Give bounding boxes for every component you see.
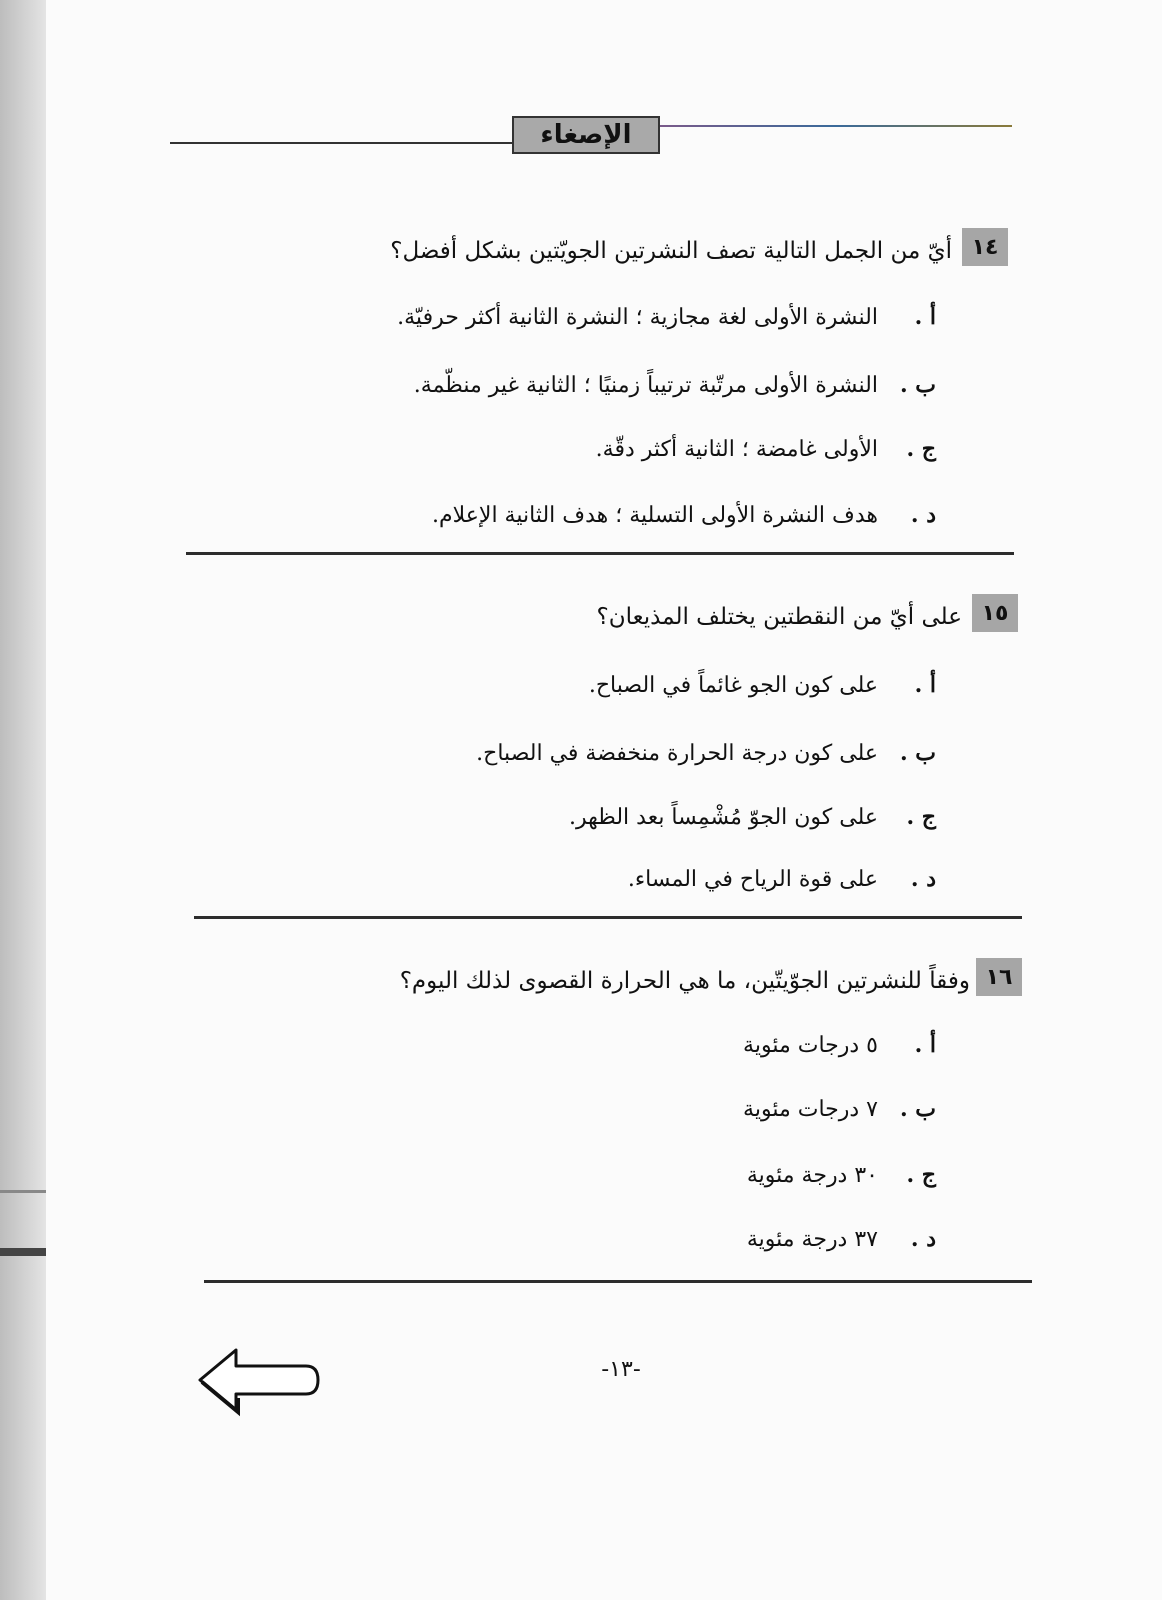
question-text: على أيّ من النقطتين يختلف المذيعان؟	[596, 604, 962, 630]
answer-option[interactable]	[432, 502, 936, 528]
option-text: ٥ درجات مئوية	[743, 1033, 878, 1058]
page-number: -١٣-	[601, 1357, 641, 1382]
option-letter: د .	[910, 866, 936, 892]
answer-option[interactable]	[747, 1162, 936, 1188]
answer-option[interactable]	[743, 1096, 936, 1122]
left-arrow-icon[interactable]	[192, 1342, 322, 1420]
worksheet-page	[46, 0, 1162, 1600]
question-number: ١٥	[972, 594, 1018, 632]
option-text: الأولى غامضة ؛ الثانية أكثر دقّة.	[595, 437, 878, 462]
divider	[204, 1280, 1032, 1283]
option-letter: د .	[910, 502, 936, 528]
question-number: ١٦	[976, 958, 1022, 996]
answer-option[interactable]	[747, 1226, 936, 1252]
option-letter: ب .	[899, 1096, 936, 1122]
option-letter: أ .	[914, 304, 936, 330]
answer-option[interactable]	[397, 304, 936, 330]
header-rule-right	[660, 125, 1012, 127]
option-letter: ب .	[899, 740, 936, 766]
option-text: النشرة الأولى لغة مجازية ؛ النشرة الثانية أكثر حرفيّة.	[397, 305, 878, 330]
question-text: وفقاً للنشرتين الجوّيتّين، ما هي الحرارة القصوى لذلك اليوم؟	[399, 968, 970, 994]
question-number: ١٤	[962, 228, 1008, 266]
option-letter: أ .	[914, 672, 936, 698]
option-letter: ب .	[899, 372, 936, 398]
scan-edge	[0, 0, 46, 1600]
option-text: على كون الجو غائماً في الصباح.	[588, 673, 878, 698]
option-text: النشرة الأولى مرتّبة ترتيباً زمنيًا ؛ الثانية غير منظّمة.	[413, 373, 878, 398]
option-text: ٧ درجات مئوية	[743, 1097, 878, 1122]
answer-option[interactable]	[476, 740, 936, 766]
option-text: ٣٠ درجة مئوية	[746, 1163, 878, 1188]
answer-option[interactable]	[596, 436, 936, 462]
answer-option[interactable]	[569, 804, 936, 830]
answer-option[interactable]	[414, 372, 936, 398]
answer-option[interactable]	[743, 1032, 936, 1058]
option-text: على كون درجة الحرارة منخفضة في الصباح.	[476, 741, 878, 766]
option-letter: ج .	[906, 1162, 936, 1188]
answer-option[interactable]	[628, 866, 936, 892]
option-text: على كون الجوّ مُشْمِساً بعد الظهر.	[569, 805, 878, 830]
option-letter: ج .	[906, 436, 936, 462]
scan-edge-line	[0, 1190, 46, 1193]
option-text: ٣٧ درجة مئوية	[746, 1227, 878, 1252]
answer-option[interactable]	[589, 672, 936, 698]
question-text: أيّ من الجمل التالية تصف النشرتين الجويّتين بشكل أفضل؟	[390, 238, 952, 264]
option-letter: ج .	[906, 804, 936, 830]
header-rule-left	[170, 142, 512, 144]
divider	[186, 552, 1014, 555]
option-text: هدف النشرة الأولى التسلية ؛ هدف الثانية الإعلام.	[432, 503, 878, 528]
option-letter: د .	[910, 1226, 936, 1252]
divider	[194, 916, 1022, 919]
option-letter: أ .	[914, 1032, 936, 1058]
scan-edge-mark	[0, 1248, 46, 1256]
option-text: على قوة الرياح في المساء.	[627, 867, 878, 892]
section-title: الإصغاء	[512, 116, 660, 154]
